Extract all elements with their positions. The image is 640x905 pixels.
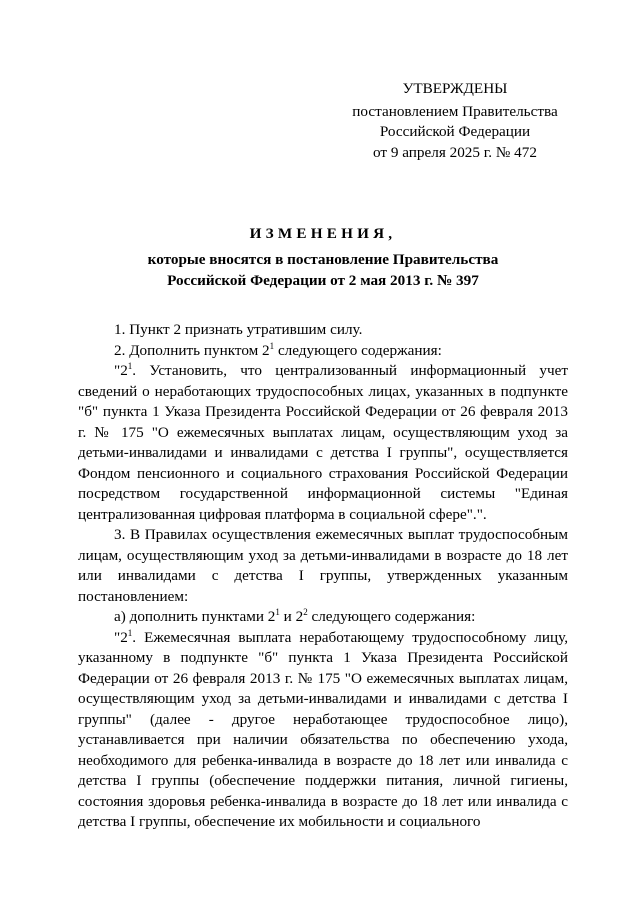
paragraph-3-text-a: "2 <box>114 362 128 379</box>
paragraph-2-text-b: следующего содержания: <box>274 341 442 359</box>
document-title: ИЗМЕНЕНИЯ, <box>249 225 397 242</box>
paragraph-5-sup-1: 1 <box>275 607 280 617</box>
approval-line-1: постановлением Правительства <box>352 102 558 120</box>
paragraph-1-text: 1. Пункт 2 признать утратившим силу. <box>114 321 363 338</box>
paragraph-2-sup: 1 <box>269 340 275 351</box>
approval-line-3: от 9 апреля 2025 г. № 472 <box>373 143 537 161</box>
paragraph-5-text-a: а) дополнить пунктами 2 <box>114 608 276 625</box>
document-subtitle <box>78 250 568 291</box>
paragraph-3-sup: 1 <box>127 361 133 371</box>
paragraph-3 <box>78 361 568 525</box>
paragraph-2 <box>78 341 568 362</box>
paragraph-4-text: 3. В Правилах осуществления ежемесячных выплат трудоспособным лицам, осуществляющим уход за детьми-инвалидами в возрасте до 18 лет или инвалидами с детства I группы, утвержденных указанным постановлением: <box>78 526 568 605</box>
paragraph-2-text-a: 2. Дополнить пунктом 2 <box>114 341 270 359</box>
paragraph-5-sup-2: 2 <box>303 607 308 617</box>
paragraph-6-sup: 1 <box>127 627 133 638</box>
subtitle-line-2: Российской Федерации от 2 мая 2013 г. № 397 <box>167 271 479 289</box>
paragraph-6-text-b: . Ежемесячная выплата неработающему трудоспособному лицу, указанному в подпункте "б" пункта 1 Указа Президента Российской Федерации от 26 февраля 2013 г. № 175 "О ежемесячных выплатах лицам, осуществляющим уход за детьми-инвалидами и инвалидами с детства I группы" (далее - другое неработающее трудоспособное лицо), устанавливается при наличии обязательства по обеспечению ухода, необходимого для ребенка-инвалида в возрасте до 18 лет или инвалида с детства I группы (обеспечение поддержки питания, личной гигиены, состояния здоровья ребенка-инвалида в возрасте до 18 лет или инвалида с детства I группы, обеспечение их мобильности и социального <box>78 628 568 830</box>
approval-line-2: Российской Федерации <box>379 123 531 140</box>
paragraph-4 <box>78 525 568 607</box>
paragraph-1 <box>78 320 568 341</box>
approval-heading: УТВЕРЖДЕНЫ <box>402 80 508 97</box>
paragraph-5 <box>78 607 568 628</box>
paragraph-3-text-b: . Установить, что централизованный информационный учет сведений о неработающих трудоспособных лицах, указанных в подпункте "б" пункта 1 Указа Президента Российской Федерации от 26 февраля 2013 г. № 175 "О ежемесячных выплатах лицам, осуществляющим уход за детьми-инвалидами и инвалидами с детства I группы", осуществляется Фондом пенсионного и социального страхования Российской Федерации посредством государственной информационной системы "Единая централизованная цифровая платформа в социальной сфере".". <box>78 362 568 523</box>
paragraph-6-text-a: "2 <box>114 628 128 646</box>
approval-stamp <box>330 79 580 163</box>
paragraph-5-text-b: и 2 <box>279 608 304 625</box>
paragraph-5-text-c: следующего содержания: <box>307 608 476 625</box>
paragraph-6 <box>78 628 568 833</box>
document-body <box>78 320 568 833</box>
subtitle-line-1: которые вносятся в постановление Правительства <box>147 251 499 268</box>
